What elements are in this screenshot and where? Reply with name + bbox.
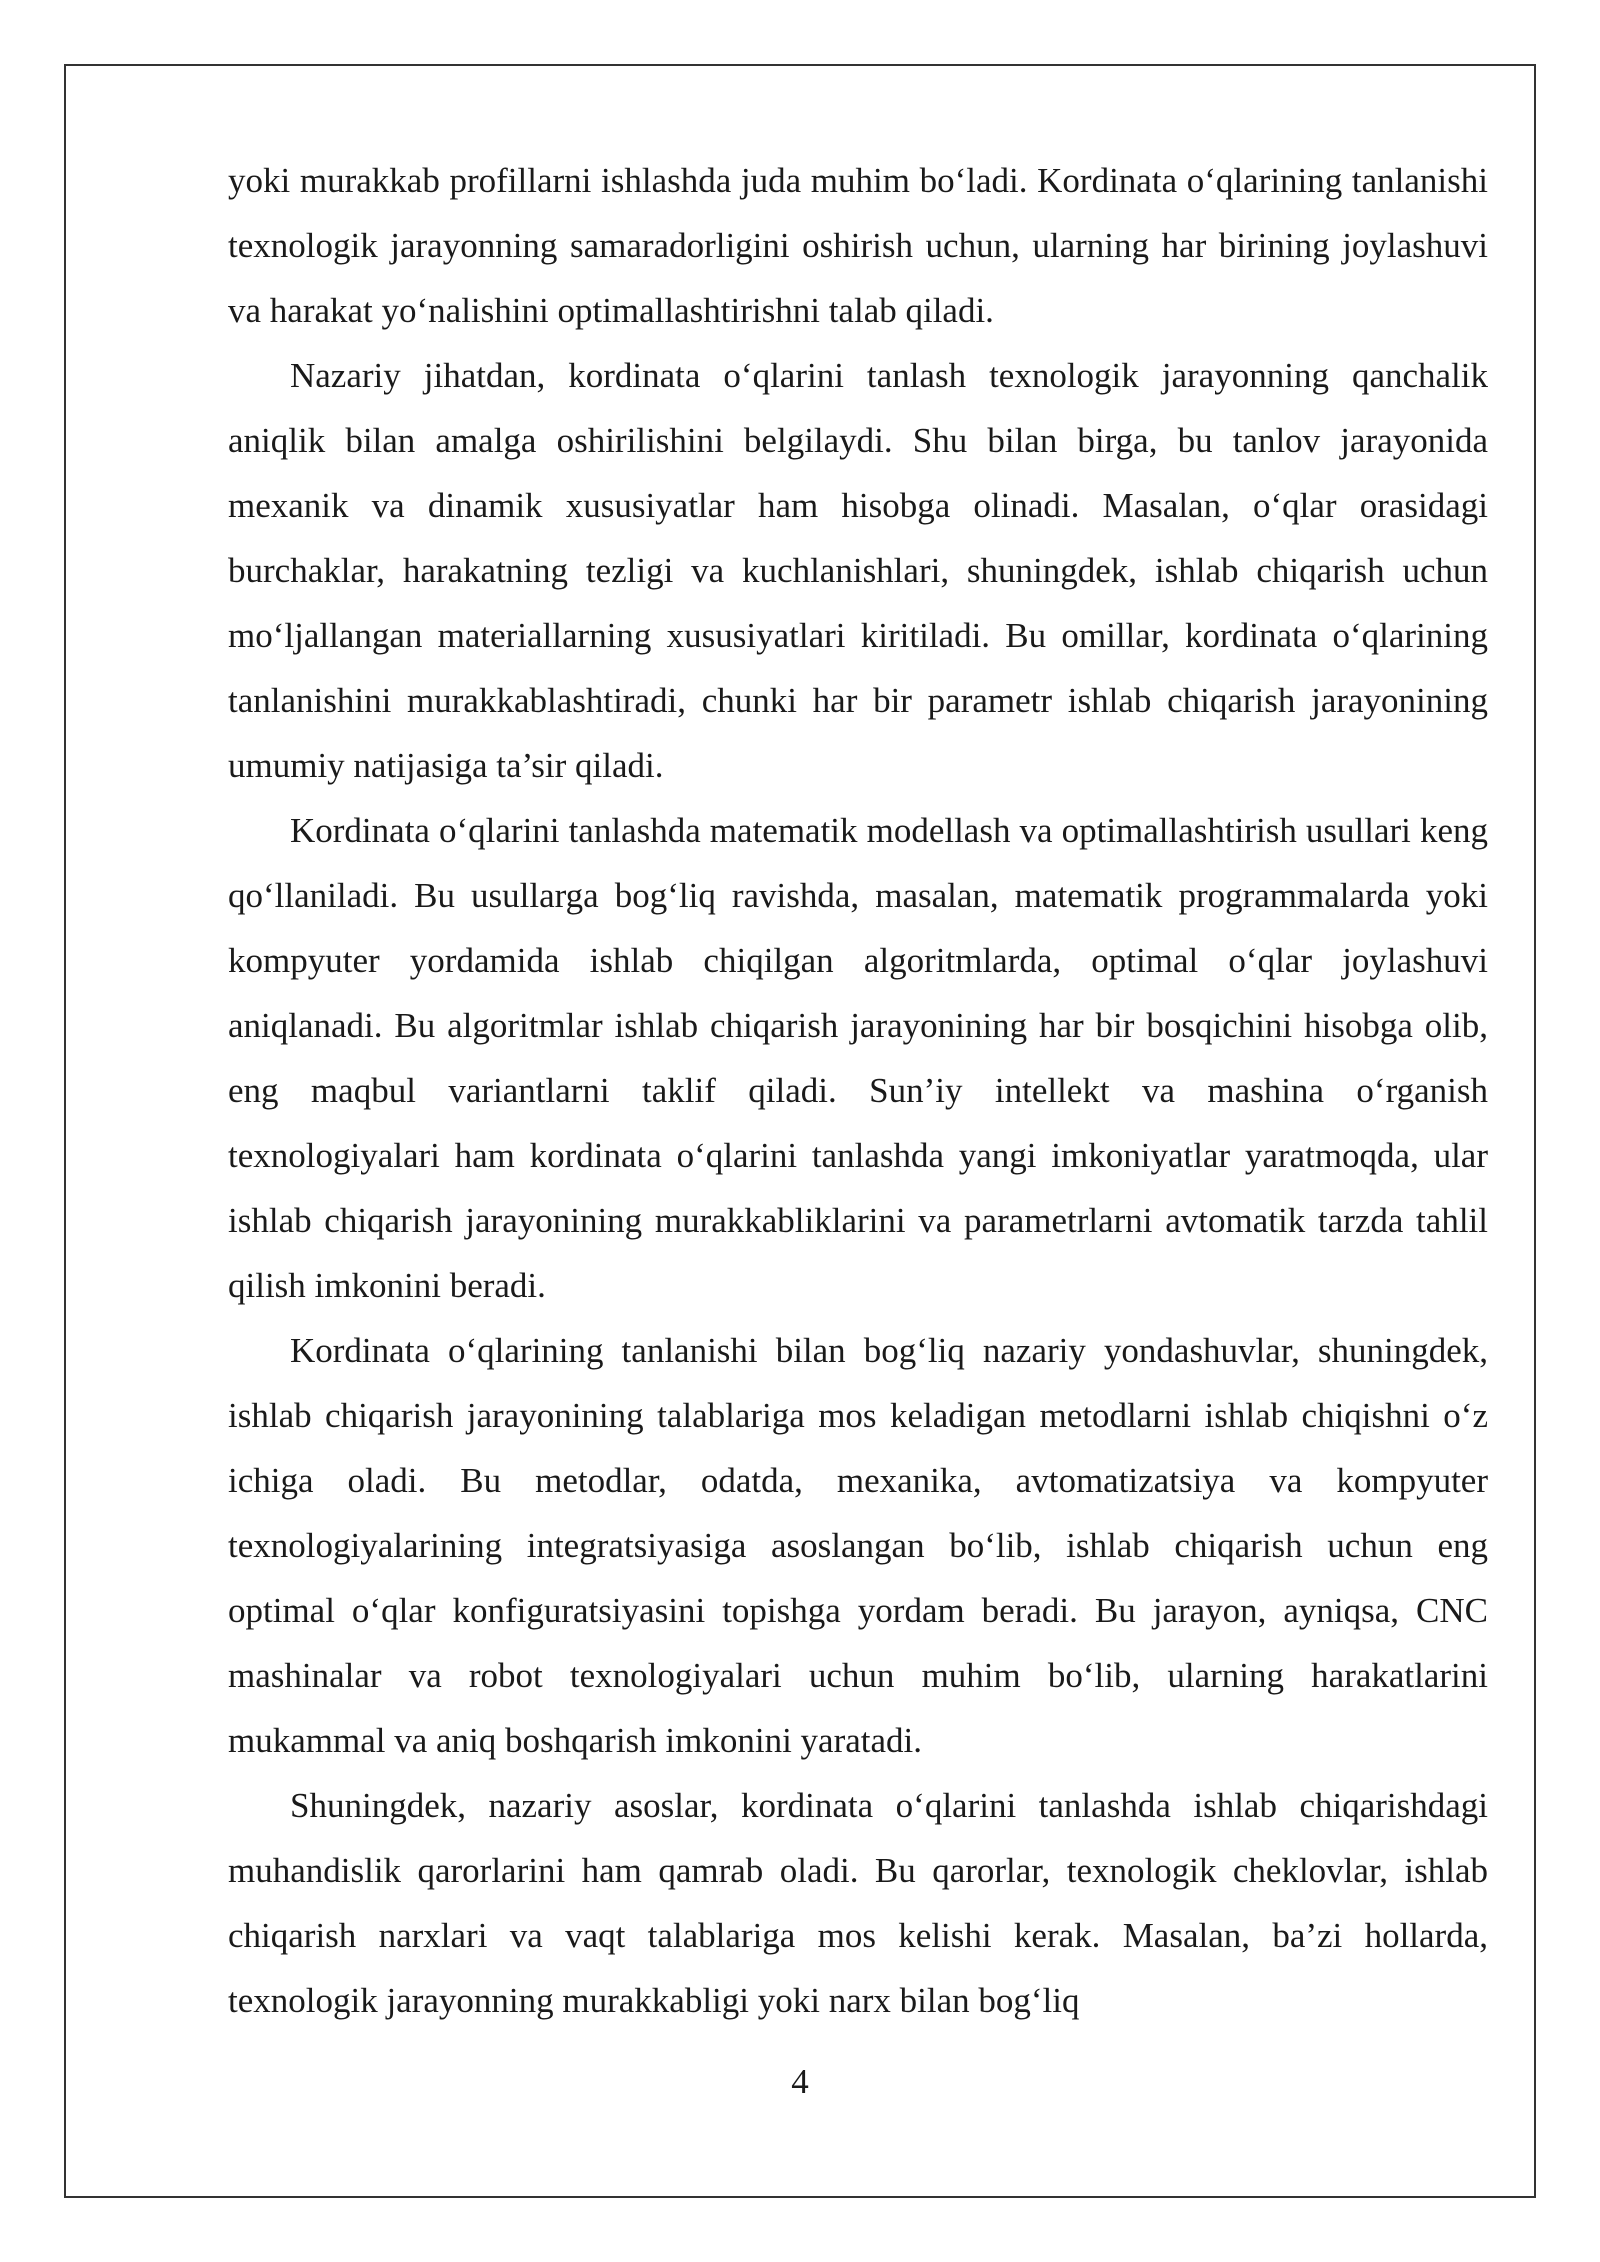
paragraph-2: Nazariy jihatdan, kordinata o‘qlarini tanlash texnologik jarayonning qanchalik aniqlik bilan amalga oshirilishini belgilaydi. Shu bilan birga, bu tanlov jarayonida mexanik va dinamik xususiyatlar ham hisobga olinadi. Masalan, o‘qlar orasidagi burchaklar, harakatning tezligi va kuchlanishlari, shuningdek, ishlab chiqarish uchun mo‘ljallangan materiallarning xususiyatlari kiritiladi. Bu omillar, kordinata o‘qlarining tanlanishini murakkablashtiradi, chunki har bir parametr ishlab chiqarish jarayonining umumiy natijasiga ta’sir qiladi. [228,356,1488,785]
paragraph-5: Shuningdek, nazariy asoslar, kordinata o‘qlarini tanlashda ishlab chiqarishdagi muhandislik qarorlarini ham qamrab oladi. Bu qarorlar, texnologik cheklovlar, ishlab chiqarish narxlari va vaqt talablariga mos kelishi kerak. Masalan, ba’zi hollarda, texnologik jarayonning murakkabligi yoki narx bilan bog‘liq [228,1786,1488,2020]
paragraph-4: Kordinata o‘qlarining tanlanishi bilan bog‘liq nazariy yondashuvlar, shuningdek, ishlab chiqarish jarayonining talablariga mos keladigan metodlarni ishlab chiqishni o‘z ichiga oladi. Bu metodlar, odatda, mexanika, avtomatizatsiya va kompyuter texnologiyalarining integratsiyasiga asoslangan bo‘lib, ishlab chiqarish uchun eng optimal o‘qlar konfiguratsiyasini topishga yordam beradi. Bu jarayon, ayniqsa, CNC mashinalar va robot texnologiyalari uchun muhim bo‘lib, ularning harakatlarini mukammal va aniq boshqarish imkonini yaratadi. [228,1331,1488,1760]
document-body [228,148,1488,2033]
paragraph-3: Kordinata o‘qlarini tanlashda matematik modellash va optimallashtirish usullari keng qo‘llaniladi. Bu usullarga bog‘liq ravishda, masalan, matematik programmalarda yoki kompyuter yordamida ishlab chiqilgan algoritmlarda, optimal o‘qlar joylashuvi aniqlanadi. Bu algoritmlar ishlab chiqarish jarayonining har bir bosqichini hisobga olib, eng maqbul variantlarni taklif qiladi. Sun’iy intellekt va mashina o‘rganish texnologiyalari ham kordinata o‘qlarini tanlashda yangi imkoniyatlar yaratmoqda, ular ishlab chiqarish jarayonining murakkabliklarini va parametrlarni avtomatik tarzda tahlil qilish imkonini beradi. [228,811,1488,1305]
paragraph-1: yoki murakkab profillarni ishlashda juda muhim bo‘ladi. Kordinata o‘qlarining tanlanishi texnologik jarayonning samaradorligini oshirish uchun, ularning har birining joylashuvi va harakat yo‘nalishini optimallashtirishni talab qiladi. [228,161,1488,330]
page-number: 4 [791,2062,809,2101]
